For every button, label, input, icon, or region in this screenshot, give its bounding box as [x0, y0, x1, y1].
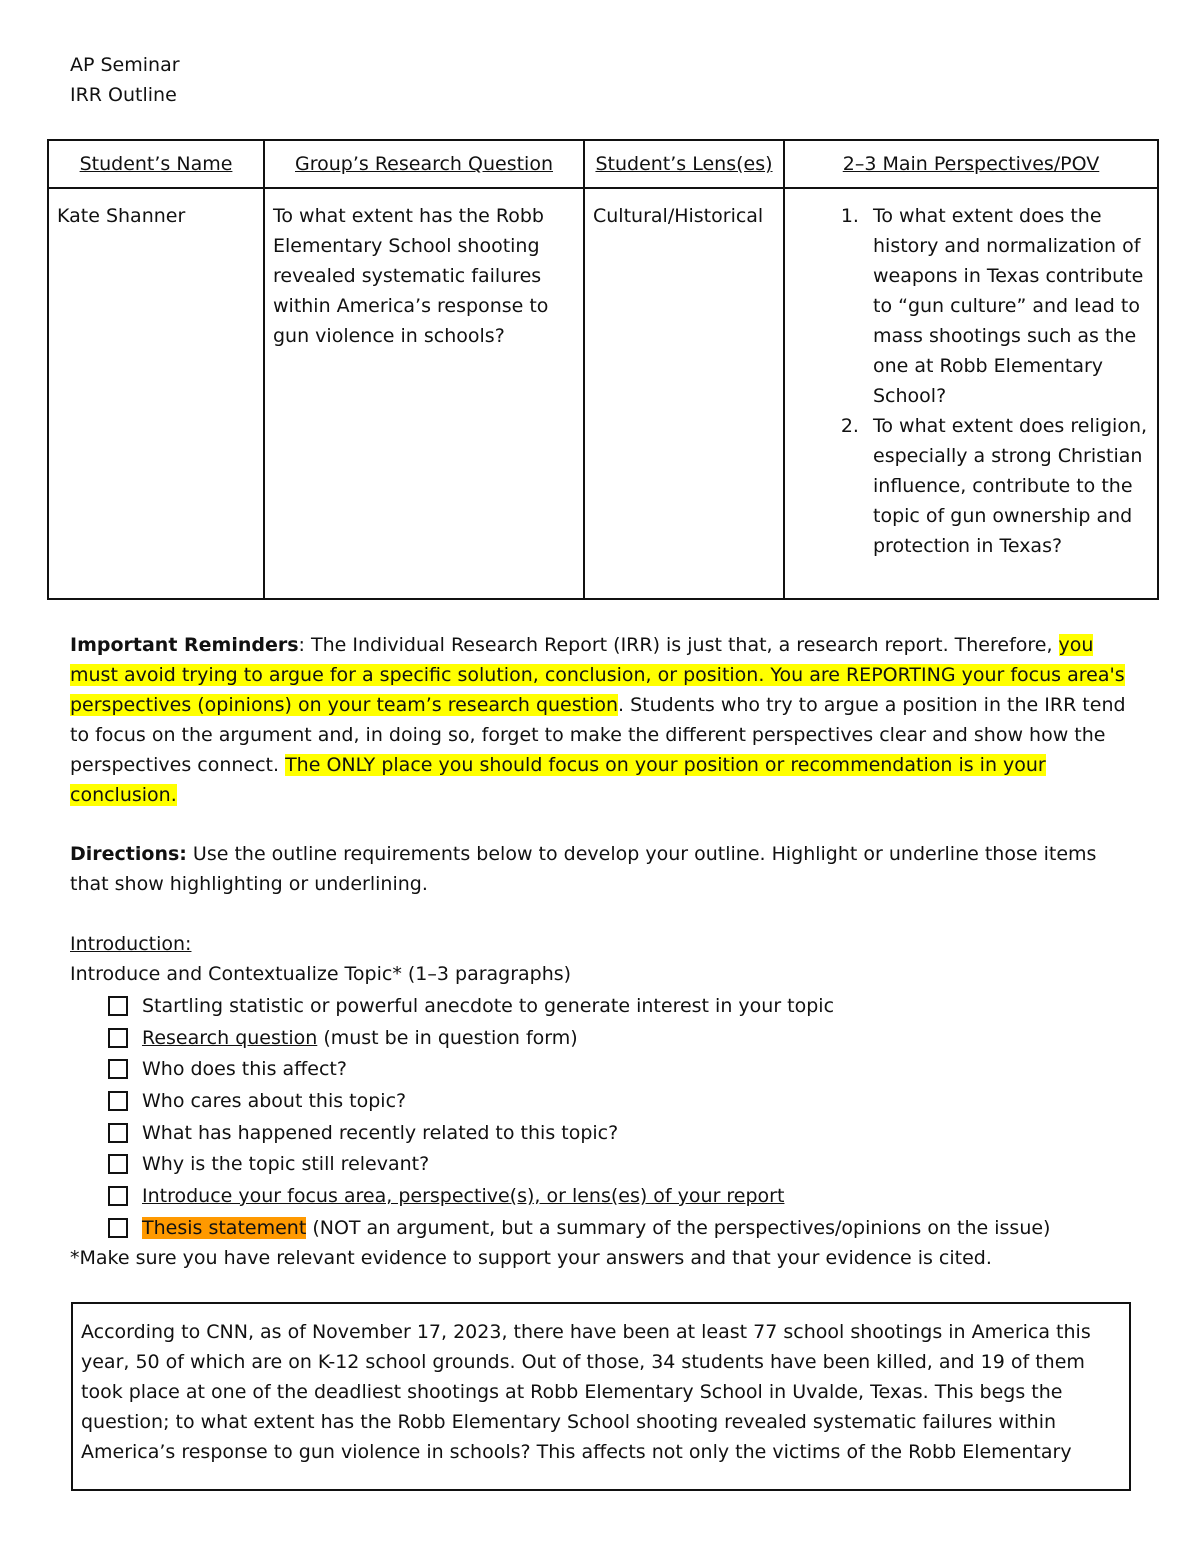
checklist-item-label: Why is the topic still relevant? [142, 1153, 430, 1176]
checklist-item-label [142, 1213, 1050, 1243]
directions-label: Directions: [70, 843, 187, 865]
course-title: AP Seminar [70, 54, 180, 76]
reminders-text-2: . Students who try to argue a position in the IRR tend to focus on the argument and, in doing so, forget to make the different perspectives clear and show how the perspectives connect. [70, 694, 1126, 776]
checkbox[interactable] [108, 1154, 128, 1174]
directions-text: Use the outline requirements below to develop your outline. Highlight or underline those items that show highlighting or underlining. [70, 843, 1097, 895]
checklist-item [108, 1022, 1050, 1054]
introduction-section [70, 929, 1135, 989]
checklist-item [108, 1180, 1050, 1212]
checkbox[interactable] [108, 1028, 128, 1048]
footnote: *Make sure you have relevant evidence to support your answers and that your evidence is cited. [70, 1247, 992, 1269]
checklist-item [108, 1117, 1050, 1149]
highlighted-text: Thesis statement [142, 1216, 307, 1239]
checklist-item-label [142, 1023, 578, 1053]
perspectives-list [793, 201, 1149, 561]
checklist [108, 990, 1050, 1244]
reminders-text-1: The Individual Research Report (IRR) is just that, a research report. Therefore, [304, 634, 1059, 656]
checkbox[interactable] [108, 1186, 128, 1206]
document-title: IRR Outline [70, 84, 177, 106]
reminders-highlight-2: The ONLY place you should focus on your position or recommendation is in your conclusion. [70, 754, 1046, 806]
checklist-item [108, 1053, 1050, 1085]
student-answer-box[interactable] [71, 1302, 1131, 1491]
cell-research-question: To what extent has the Robb Elementary School shooting revealed systematic failures within America’s response to gun violence in schools? [264, 188, 584, 599]
checklist-item [108, 1212, 1050, 1244]
introduction-heading: Introduction: [70, 933, 192, 955]
reminders-colon: : [298, 634, 305, 656]
label-rest: (must be in question form) [317, 1026, 578, 1049]
perspective-item: 1. To what extent does the history and normalization of weapons in Texas contribute to “gun culture” and lead to mass shootings such as the one at Robb Elementary School? [865, 201, 1149, 411]
student-info-table [47, 139, 1159, 600]
reminders-highlight-1: you must avoid trying to argue for a specific solution, conclusion, or position. You are REPORTING your focus area's perspectives (opinions) on your team’s research question [70, 634, 1125, 716]
cell-lens: Cultural/Historical [584, 188, 784, 599]
answer-text: According to CNN, as of November 17, 2023, there have been at least 77 school shootings in America this year, 50 of which are on K-12 school grounds. Out of those, 34 students have been killed, and 19 of them took place at one of the deadliest shootings at Robb Elementary School in Uvalde, Texas. This begs the question; to what extent has the Robb Elementary School shooting revealed systematic failures within America’s response to gun violence in schools? This affects not only the victims of the Robb Elementary [81, 1321, 1091, 1463]
checklist-item-label: What has happened recently related to this topic? [142, 1121, 619, 1144]
checklist-item-label: Who cares about this topic? [142, 1089, 407, 1112]
cell-student-name: Kate Shanner [48, 188, 264, 599]
directions [70, 839, 1135, 899]
important-reminders [70, 630, 1135, 810]
reminders-label: Important Reminders [70, 634, 299, 656]
checklist-item-label: Introduce your focus area, perspective(s), or lens(es) of your report [142, 1184, 785, 1207]
checkbox[interactable] [108, 1218, 128, 1238]
checklist-item [108, 1148, 1050, 1180]
label-rest: (NOT an argument, but a summary of the perspectives/opinions on the issue) [306, 1216, 1051, 1239]
checklist-item-label: Who does this affect? [142, 1058, 347, 1081]
checklist-item [108, 1085, 1050, 1117]
underlined-text: Research question [142, 1026, 318, 1049]
checklist-item [108, 990, 1050, 1022]
document-header [70, 50, 180, 110]
checkbox[interactable] [108, 996, 128, 1016]
checkbox[interactable] [108, 1123, 128, 1143]
checkbox[interactable] [108, 1091, 128, 1111]
header-perspectives: 2–3 Main Perspectives/POV [784, 140, 1158, 188]
header-research-question: Group’s Research Question [264, 140, 584, 188]
header-student-name: Student’s Name [48, 140, 264, 188]
table-header-row [48, 140, 1158, 188]
table-row [48, 188, 1158, 599]
perspective-item: 2. To what extent does religion, especially a strong Christian influence, contribute to the topic of gun ownership and protection in Texas? [865, 411, 1149, 561]
checkbox[interactable] [108, 1059, 128, 1079]
introduction-subheading: Introduce and Contextualize Topic* (1–3 paragraphs) [70, 963, 572, 985]
checklist-item-label: Startling statistic or powerful anecdote to generate interest in your topic [142, 994, 835, 1017]
cell-perspectives [784, 188, 1158, 599]
header-lenses: Student’s Lens(es) [584, 140, 784, 188]
